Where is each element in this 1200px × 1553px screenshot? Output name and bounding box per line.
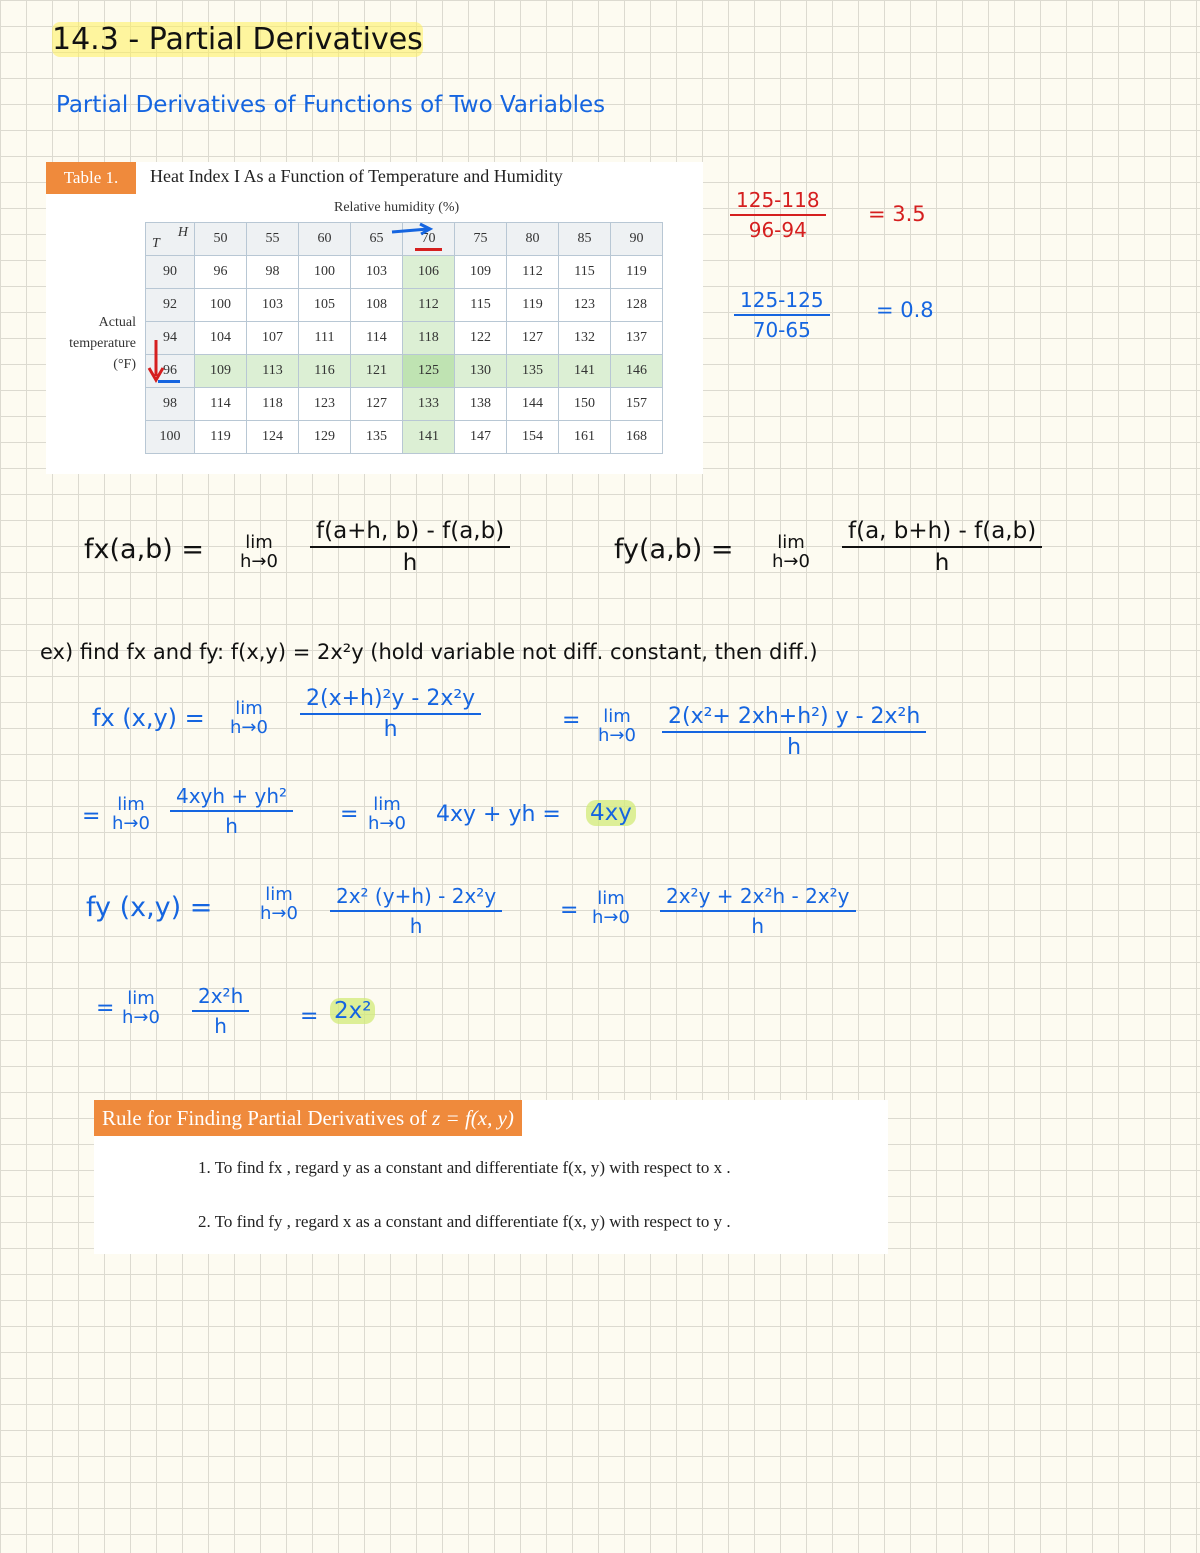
row-header-highlighted: 96 — [146, 355, 195, 388]
col-header: 60 — [299, 223, 351, 256]
table-cell: 112 — [403, 289, 455, 322]
fy-limit-3: lim h→0 — [122, 988, 160, 1028]
table-cell: 109 — [455, 256, 507, 289]
fy-quotient-1: $\frac{\text{2x² (y+h) - 2x²y}}{h}$ — [330, 884, 502, 938]
row-header: 98 — [146, 388, 195, 421]
table-cell: 103 — [247, 289, 299, 322]
table-cell: 118 — [403, 322, 455, 355]
table-cell: 116 — [299, 355, 351, 388]
row-header: 94 — [146, 322, 195, 355]
fx-quotient-3: 4xyh + yh² h — [170, 784, 293, 838]
fx-result: 4xy — [586, 800, 636, 826]
right-arrow-icon — [390, 222, 436, 236]
table-cell: 113 — [247, 355, 299, 388]
heat-index-table — [145, 222, 663, 454]
row-header: 92 — [146, 289, 195, 322]
table-cell: 115 — [559, 256, 611, 289]
fy-example-lhs: fy (x,y) = — [86, 892, 213, 923]
table-cell: 123 — [299, 388, 351, 421]
table-cell: 132 — [559, 322, 611, 355]
row-axis-label: Actual temperature (°F) — [69, 315, 136, 372]
table-cell: 100 — [195, 289, 247, 322]
rate-estimate-humidity: $\frac{125-125}{70-65}$ — [734, 288, 830, 342]
fx-quotient-2: $\frac{\text{2(x²+ 2xh+h²) y - 2x²h}}{h}$ — [662, 704, 926, 760]
table-cell: 127 — [351, 388, 403, 421]
fy-definition-quotient: $\frac{f(a, b+h) - f(a,b)}{h}$ — [842, 518, 1042, 576]
table-cell: 107 — [247, 322, 299, 355]
table-cell: 141 — [559, 355, 611, 388]
col-header: 75 — [455, 223, 507, 256]
table-cell: 122 — [455, 322, 507, 355]
table-cell: 147 — [455, 421, 507, 454]
fx-limit-1: lim h→0 — [230, 698, 268, 738]
table-cell: 154 — [507, 421, 559, 454]
table-cell: 119 — [195, 421, 247, 454]
table-cell: 130 — [455, 355, 507, 388]
equals-sign: = — [560, 898, 579, 923]
table-cell: 119 — [507, 289, 559, 322]
equals-sign: = — [82, 804, 101, 829]
table-cell: 144 — [507, 388, 559, 421]
rule-item-1: 1. To find fx , regard y as a constant and differentiate f(x, y) with respect to x . — [198, 1158, 731, 1177]
rule-item-2: 2. To find fy , regard x as a constant and differentiate f(x, y) with respect to y . — [198, 1212, 731, 1231]
col-header: 50 — [195, 223, 247, 256]
table-cell: 109 — [195, 355, 247, 388]
table-cell: 111 — [299, 322, 351, 355]
table-cell: 150 — [559, 388, 611, 421]
table-cell: 127 — [507, 322, 559, 355]
table-title: Heat Index I As a Function of Temperature and Humidity — [150, 166, 563, 186]
table-cell: 100 — [299, 256, 351, 289]
rule-heading: Rule for Finding Partial Derivatives of z = f(x, y) — [94, 1100, 522, 1136]
col-header: 65 — [351, 223, 403, 256]
col-header: 80 — [507, 223, 559, 256]
table-cell: 103 — [351, 256, 403, 289]
equals-sign: = — [96, 996, 115, 1021]
example-statement: ex) find fx and fy: f(x,y) = 2x²y (hold variable not diff. constant, then diff.) — [40, 640, 818, 664]
table-cell: 137 — [611, 322, 663, 355]
table-cell: 141 — [403, 421, 455, 454]
page-title: 14.3 - Partial Derivatives — [52, 22, 423, 57]
fx-limit-4: lim h→0 — [368, 794, 406, 834]
table-cell: 135 — [507, 355, 559, 388]
fy-limit-2: lim h→0 — [592, 888, 630, 928]
table-label: Table 1. — [46, 162, 136, 194]
table-cell: 133 — [403, 388, 455, 421]
table-cell: 129 — [299, 421, 351, 454]
table-row — [146, 388, 663, 421]
table-cell-intersection: 125 — [403, 355, 455, 388]
fy-definition-lhs: fy(a,b) = — [614, 534, 734, 565]
fx-definition-lhs: fx(a,b) = — [84, 534, 205, 565]
table-row-highlighted — [146, 355, 663, 388]
table-cell: 106 — [403, 256, 455, 289]
table-cell: 123 — [559, 289, 611, 322]
rule-box — [94, 1100, 888, 1254]
equals-sign: = — [562, 708, 581, 733]
table-cell: 104 — [195, 322, 247, 355]
table-cell: 138 — [455, 388, 507, 421]
table-cell: 96 — [195, 256, 247, 289]
fx-limit-3: lim h→0 — [112, 794, 150, 834]
col-header-highlighted: 70 — [403, 223, 455, 256]
table-cell: 114 — [195, 388, 247, 421]
fx-definition-limit: lim h→0 — [240, 532, 278, 572]
rate-estimate-temperature: $\frac{125-118}{96-94}$ — [730, 188, 826, 242]
fx-definition-quotient: $\frac{f(a+h, b) - f(a,b)}{h}$ — [310, 518, 510, 576]
column-axis-label: Relative humidity (%) — [334, 200, 460, 215]
fx-limit-2: lim h→0 — [598, 706, 636, 746]
table-cell: 112 — [507, 256, 559, 289]
table-cell: 135 — [351, 421, 403, 454]
row-header: 90 — [146, 256, 195, 289]
table-cell: 121 — [351, 355, 403, 388]
table-cell: 98 — [247, 256, 299, 289]
table-cell: 119 — [611, 256, 663, 289]
fy-quotient-3: $\frac{\text{2x²h}}{h}$ — [192, 984, 249, 1038]
fy-quotient-2: $\frac{\text{2x²y + 2x²h - 2x²y}}{h}$ — [660, 884, 856, 938]
section-subtitle: Partial Derivatives of Functions of Two Variables — [56, 92, 606, 118]
table-cell: 128 — [611, 289, 663, 322]
table-cell: 146 — [611, 355, 663, 388]
col-header: 85 — [559, 223, 611, 256]
table-cell: 168 — [611, 421, 663, 454]
table-cell: 114 — [351, 322, 403, 355]
fy-result: 2x² — [330, 998, 375, 1024]
row-header: 100 — [146, 421, 195, 454]
equals-sign: = — [300, 1004, 319, 1029]
equals-sign: = — [340, 802, 359, 827]
table-cell: 118 — [247, 388, 299, 421]
table-cell: 157 — [611, 388, 663, 421]
heat-index-table-figure — [46, 162, 703, 474]
col-header: 55 — [247, 223, 299, 256]
rate-estimate-temperature-result: = 3.5 — [868, 202, 926, 226]
rate-estimate-humidity-result: = 0.8 — [876, 298, 934, 322]
table-cell: 161 — [559, 421, 611, 454]
table-row — [146, 421, 663, 454]
table-cell: 105 — [299, 289, 351, 322]
fx-simplified: 4xy + yh = — [436, 802, 561, 827]
fy-definition-limit: lim h→0 — [772, 532, 810, 572]
table-cell: 108 — [351, 289, 403, 322]
table-corner: H T — [146, 223, 195, 256]
table-cell: 115 — [455, 289, 507, 322]
fx-quotient-1: $\frac{\text{2(x+h)²y - 2x²y}}{h}$ — [300, 686, 481, 742]
col-header: 90 — [611, 223, 663, 256]
fy-limit-1: lim h→0 — [260, 884, 298, 924]
table-row — [146, 289, 663, 322]
table-row — [146, 322, 663, 355]
fx-example-lhs: fx (x,y) = — [92, 704, 205, 732]
down-arrow-icon — [146, 338, 166, 384]
table-cell: 124 — [247, 421, 299, 454]
table-row — [146, 256, 663, 289]
